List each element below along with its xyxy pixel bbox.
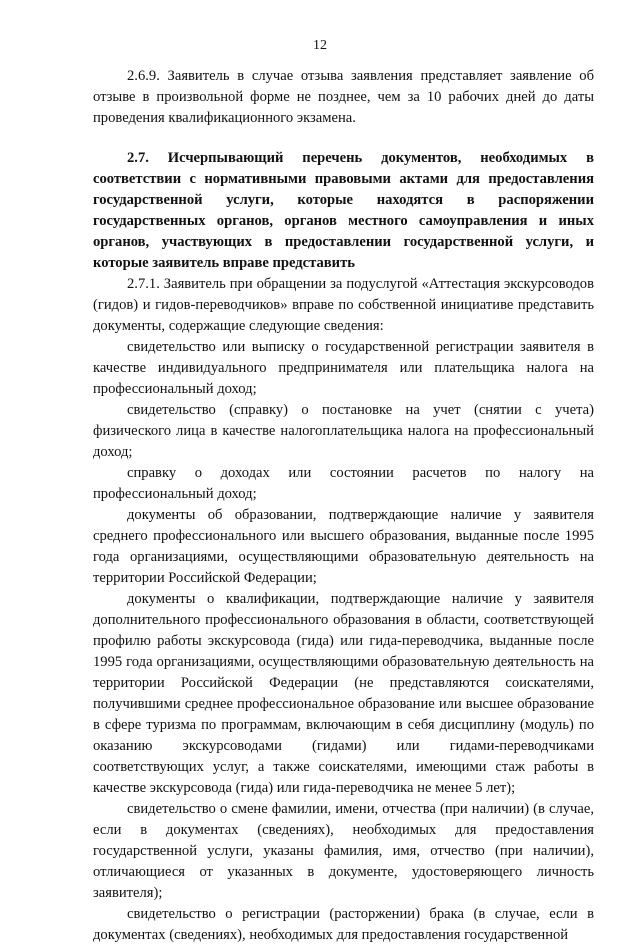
- list-item: справку о доходах или состоянии расчетов по налогу на профессиональный доход;: [93, 465, 594, 502]
- list-item: свидетельство или выписку о государственной регистрации заявителя в качестве индивидуального предпринимателя или плательщика налога на профессиональный доход;: [93, 339, 594, 397]
- list-item: свидетельство о регистрации (расторжении) брака (в случае, если в документах (сведениях), необходимых для предоставления государственной: [93, 906, 594, 943]
- section-heading-2-7: 2.7. Исчерпывающий перечень документов, необходимых в соответствии с нормативными правовыми актами для предоставления государственной услуги, которые находятся в распоряжении государственных органов, органов местного самоуправления и иных органов, участвующих в предоставлении государственной услуги, и которые заявитель вправе представить: [93, 150, 594, 271]
- list-item: свидетельство (справку) о постановке на учет (снятии с учета) физического лица в качестве налогоплательщика налога на профессиональный доход;: [93, 402, 594, 460]
- paragraph-2-6-9: 2.6.9. Заявитель в случае отзыва заявления представляет заявление об отзыве в произвольной форме не позднее, чем за 10 рабочих дней до даты проведения квалификационного экзамена.: [93, 68, 594, 126]
- list-item: свидетельство о смене фамилии, имени, отчества (при наличии) (в случае, если в документах (сведениях), необходимых для предоставления государственной услуги, указаны фамилия, имя, отчество (при наличии), отличающиеся от указанных в документе, удостоверяющего личность заявителя);: [93, 801, 594, 901]
- list-item: документы об образовании, подтверждающие наличие у заявителя среднего профессионального или высшего образования, выданные после 1995 года организациями, осуществляющими образовательную деятельность на территории Российской Федерации;: [93, 507, 594, 586]
- document-body: [93, 66, 594, 946]
- list-item: документы о квалификации, подтверждающие наличие у заявителя дополнительного профессионального образования в области, соответствующей профилю работы экскурсовода (гида) или гида-переводчика, выданные после 1995 года организациями, осуществляющими образовательную деятельность на территории Российской Федерации (не представляются соискателями, получившими среднее профессиональное образование или высшее образование в сфере туризма по программам, включающим в себя дисциплину (модуль) по оказанию экскурсоводами (гидами) или гидами-переводчиками соответствующих услуг, а также соискателями, имеющими стаж работы в качестве экскурсовода (гида) или гида-переводчика не менее 5 лет);: [93, 591, 594, 796]
- paragraph-2-7-1: 2.7.1. Заявитель при обращении за подуслугой «Аттестация экскурсоводов (гидов) и гидов-переводчиков» вправе по собственной инициативе представить документы, содержащие следующие сведения:: [93, 276, 594, 334]
- page-number: 12: [313, 38, 327, 53]
